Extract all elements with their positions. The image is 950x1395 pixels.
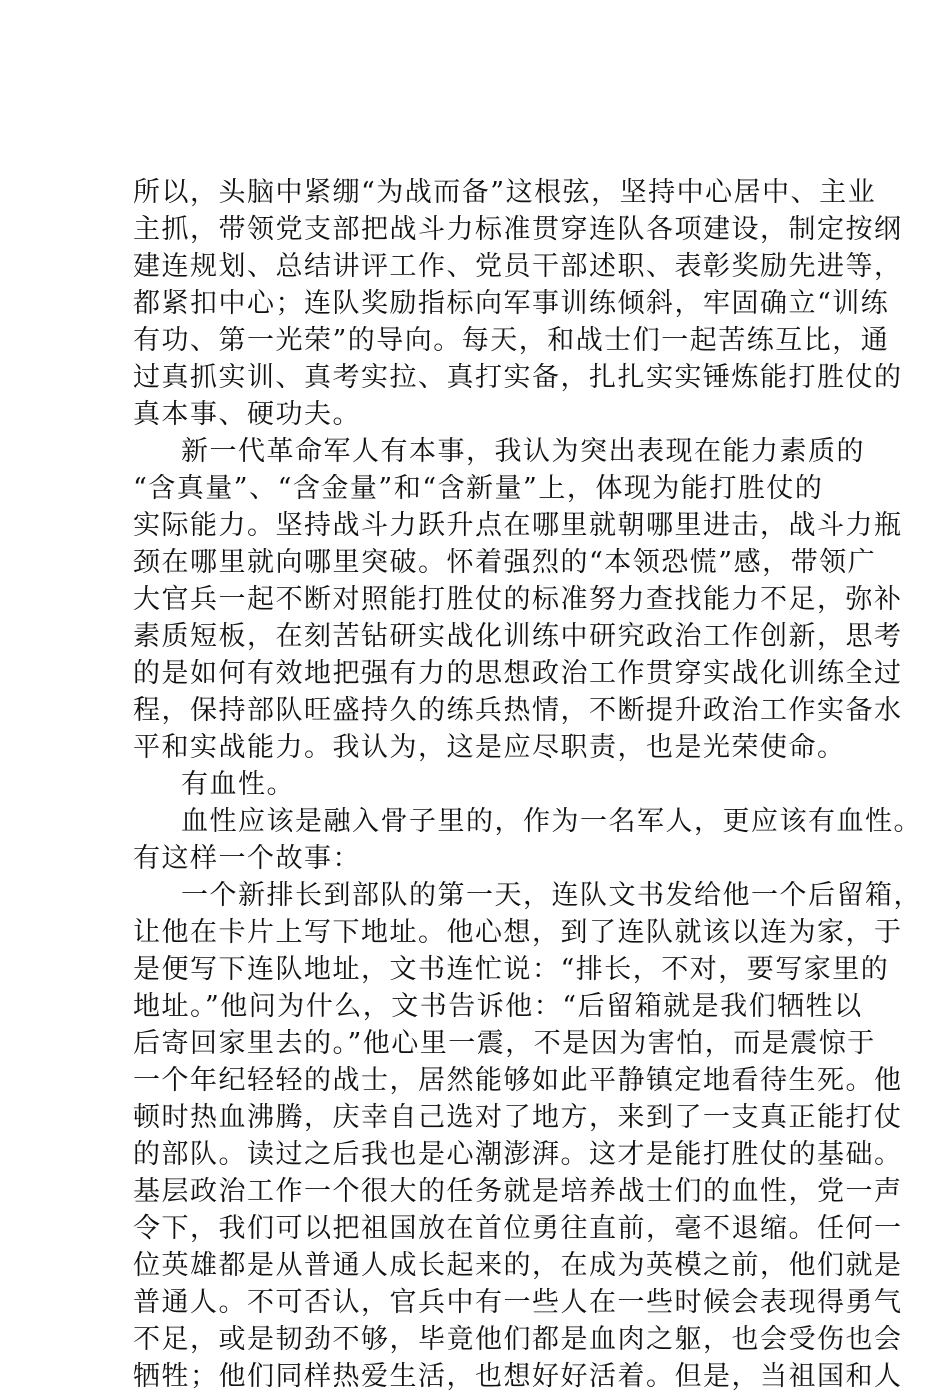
text-line: 牺牲；他们同样热爱生活，也想好好活着。但是，当祖国和人 <box>133 1361 903 1392</box>
text-line: 位英雄都是从普通人成长起来的，在成为英模之前，他们就是 <box>133 1250 903 1281</box>
text-line: 颈在哪里就向哪里突破。怀着强烈的“本领恐慌”感，带领广 <box>133 547 877 578</box>
text-line: 的部队。读过之后我也是心潮澎湃。这才是能打胜仗的基础。 <box>133 1139 903 1170</box>
text-line: “含真量”、“含金量”和“含新量”上，体现为能打胜仗的 <box>133 473 824 504</box>
text-line: 有这样一个故事： <box>133 843 361 874</box>
text-line: 顿时热血沸腾，庆幸自己选对了地方，来到了一支真正能打仗 <box>133 1102 903 1133</box>
text-line: 有功、第一光荣”的导向。每天，和战士们一起苦练互比，通 <box>133 325 890 356</box>
text-line: 建连规划、总结讲评工作、党员干部述职、表彰奖励先进等， <box>133 251 903 282</box>
text-line: 都紧扣中心；连队奖励指标向军事训练倾斜，牢固确立“训练 <box>133 288 890 319</box>
text-line: 有血性。 <box>181 769 295 800</box>
text-line: 大官兵一起不断对照能打胜仗的标准努力查找能力不足，弥补 <box>133 584 903 615</box>
text-line: 程，保持部队旺盛持久的练兵热情，不断提升政治工作实备水 <box>133 695 903 726</box>
text-line: 令下，我们可以把祖国放在首位勇往直前，毫不退缩。任何一 <box>133 1213 903 1244</box>
text-line: 血性应该是融入骨子里的，作为一名军人，更应该有血性。 <box>181 806 922 837</box>
text-line: 普通人。不可否认，官兵中有一些人在一些时候会表现得勇气 <box>133 1287 903 1318</box>
text-line: 后寄回家里去的。”他心里一震，不是因为害怕，而是震惊于 <box>133 1028 876 1059</box>
text-line: 不足，或是韧劲不够，毕竟他们都是血肉之躯，也会受伤也会 <box>133 1324 903 1355</box>
text-line: 真本事、硬功夫。 <box>133 399 361 430</box>
text-line: 地址。”他问为什么，文书告诉他：“后留箱就是我们牺牲以 <box>133 991 863 1022</box>
text-line: 实际能力。坚持战斗力跃升点在哪里就朝哪里进击，战斗力瓶 <box>133 510 903 541</box>
text-line: 素质短板，在刻苦钻研实战化训练中研究政治工作创新，思考 <box>133 621 903 652</box>
text-line: 平和实战能力。我认为，这是应尽职责，也是光荣使命。 <box>133 732 846 763</box>
text-line: 一个年纪轻轻的战士，居然能够如此平静镇定地看待生死。他 <box>133 1065 903 1096</box>
text-line: 新一代革命军人有本事，我认为突出表现在能力素质的 <box>181 436 865 467</box>
text-line: 让他在卡片上写下地址。他心想，到了连队就该以连为家，于 <box>133 917 903 948</box>
text-line: 的是如何有效地把强有力的思想政治工作贯穿实战化训练全过 <box>133 658 903 689</box>
text-line: 过真抓实训、真考实拉、真打实备，扎扎实实锤炼能打胜仗的 <box>133 362 903 393</box>
text-line: 一个新排长到部队的第一天，连队文书发给他一个后留箱， <box>181 880 922 911</box>
text-line: 主抓，带领党支部把战斗力标准贯穿连队各项建设，制定按纲 <box>133 214 903 245</box>
text-line: 是便写下连队地址，文书连忙说：“排长，不对，要写家里的 <box>133 954 890 985</box>
text-line: 所以，头脑中紧绷“为战而备”这根弦，坚持中心居中、主业 <box>133 177 877 208</box>
body-text <box>133 174 922 1395</box>
text-line: 基层政治工作一个很大的任务就是培养战士们的血性，党一声 <box>133 1176 903 1207</box>
